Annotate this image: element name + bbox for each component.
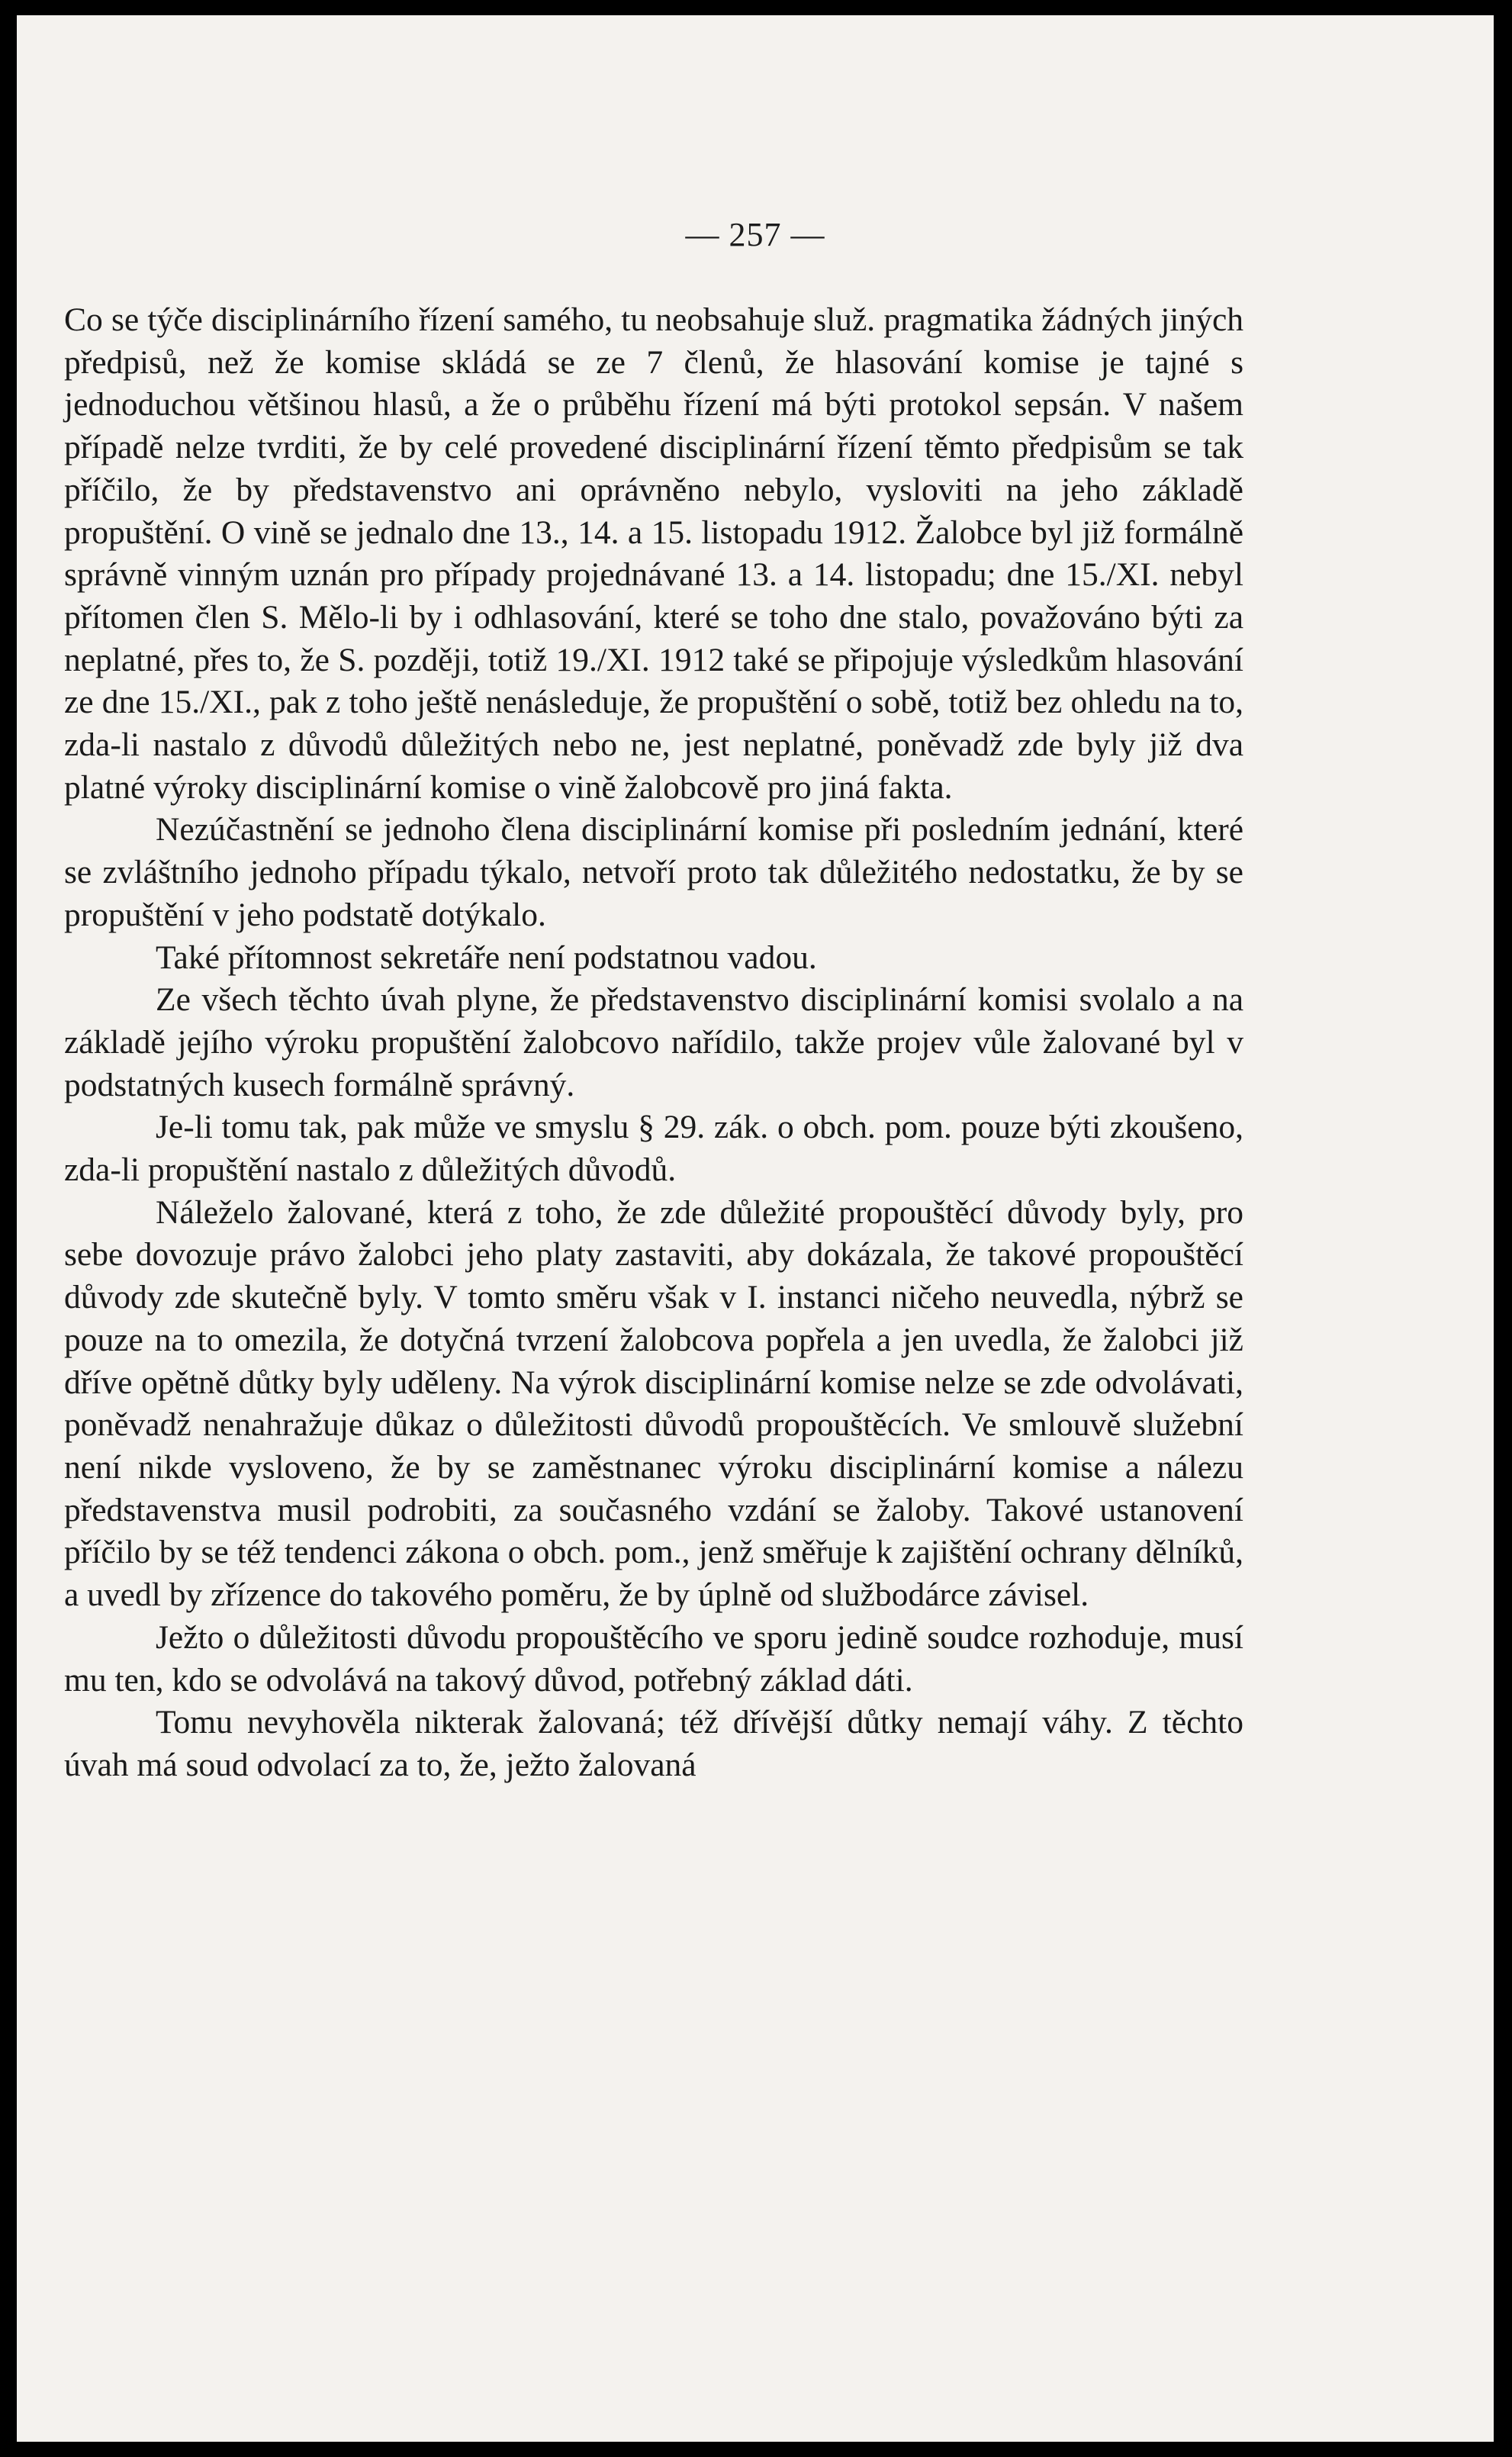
paragraph: Je-li tomu tak, pak může ve smyslu § 29. zák. o obch. pom. pouze býti zkoušeno, zda-li propuštění nastalo z důležitých důvodů.: [64, 1109, 1243, 1189]
paragraph: Ze všech těchto úvah plyne, že představenstvo disciplinární komisi svolalo a na základě jejího výroku propuštění žalobcovo nařídilo, takže projev vůle žalované byl v podstatných kusech formálně správný.: [64, 981, 1243, 1103]
paragraph: Ježto o důležitosti důvodu propouštěcího ve sporu jedině soudce rozhoduje, musí mu ten, kdo se odvolává na takový důvod, potřebný základ dáti.: [64, 1618, 1243, 1699]
paragraph: Náleželo žalované, která z toho, že zde důležité propouštěcí důvody byly, pro sebe dovozuje právo žalobci jeho platy zastaviti, aby dokázala, že takové propouštěcí důvody zde skutečně byly. V tomto směru však v I. instanci ničeho neuvedla, nýbrž se pouze na to omezila, že dotyčná tvrzení žalobcova popřela a jen uvedla, že žalobci již dříve opětně důtky byly uděleny. Na výrok disciplinární komise nelze se zde odvolávati, poněvadž nenahražuje důkaz o důležitosti důvodů propouštěcích. Ve smlouvě služební není nikde vysloveno, že by se zaměstnanec výroku disciplinární komise a nálezu představenstva musil podrobiti, za současného vzdání se žaloby. Takové ustanovení příčilo by se též tendenci zákona o obch. pom., jenž směřuje k zajištění ochrany dělníků, a uvedl by zřízence do takového poměru, že by úplně od službodárce závisel.: [64, 1193, 1243, 1614]
paragraph: Tomu nevyhověla nikterak žalovaná; též dřívější důtky nemají váhy. Z těchto úvah má soud odvolací za to, že, ježto žalovaná: [64, 1704, 1243, 1783]
paragraph: Nezúčastnění se jednoho člena disciplinární komise při posledním jednání, které se zvláštního jednoho případu týkalo, netvoří proto tak důležitého nedostatku, že by se propuštění v jeho podstatě dotýkalo.: [64, 811, 1243, 933]
book-page: [17, 15, 1494, 2442]
page-number: — 257 —: [685, 216, 825, 253]
paragraph: Také přítomnost sekretáře není podstatnou vadou.: [156, 939, 817, 976]
body-text: [64, 299, 1243, 1787]
paragraph: Co se týče disciplinárního řízení samého, tu neobsahuje služ. pragmatika žádných jiných předpisů, než že komise skládá se ze 7 členů, že hlasování komise je tajné s jednoduchou většinou hlasů, a že o průběhu řízení má býti protokol sepsán. V našem případě nelze tvrditi, že by celé provedené disciplinární řízení těmto předpisům se tak příčilo, že by představenstvo ani oprávněno nebylo, vysloviti na jeho základě propuštění. O vině se jednalo dne 13., 14. a 15. listopadu 1912. Žalobce byl již formálně správně vinným uznán pro případy projednávané 13. a 14. listopadu; dne 15./XI. nebyl přítomen člen S. Mělo-li by i odhlasování, které se toho dne stalo, považováno býti za neplatné, přes to, že S. později, totiž 19./XI. 1912 také se připojuje výsledkům hlasování ze dne 15./XI., pak z toho ještě nenásleduje, že propuštění o sobě, totiž bez ohledu na to, zda-li nastalo z důvodů důležitých nebo ne, jest neplatné, poněvadž zde byly již dva platné výroky disciplinární komise o vině žalobcově pro jiná fakta.: [64, 301, 1243, 806]
